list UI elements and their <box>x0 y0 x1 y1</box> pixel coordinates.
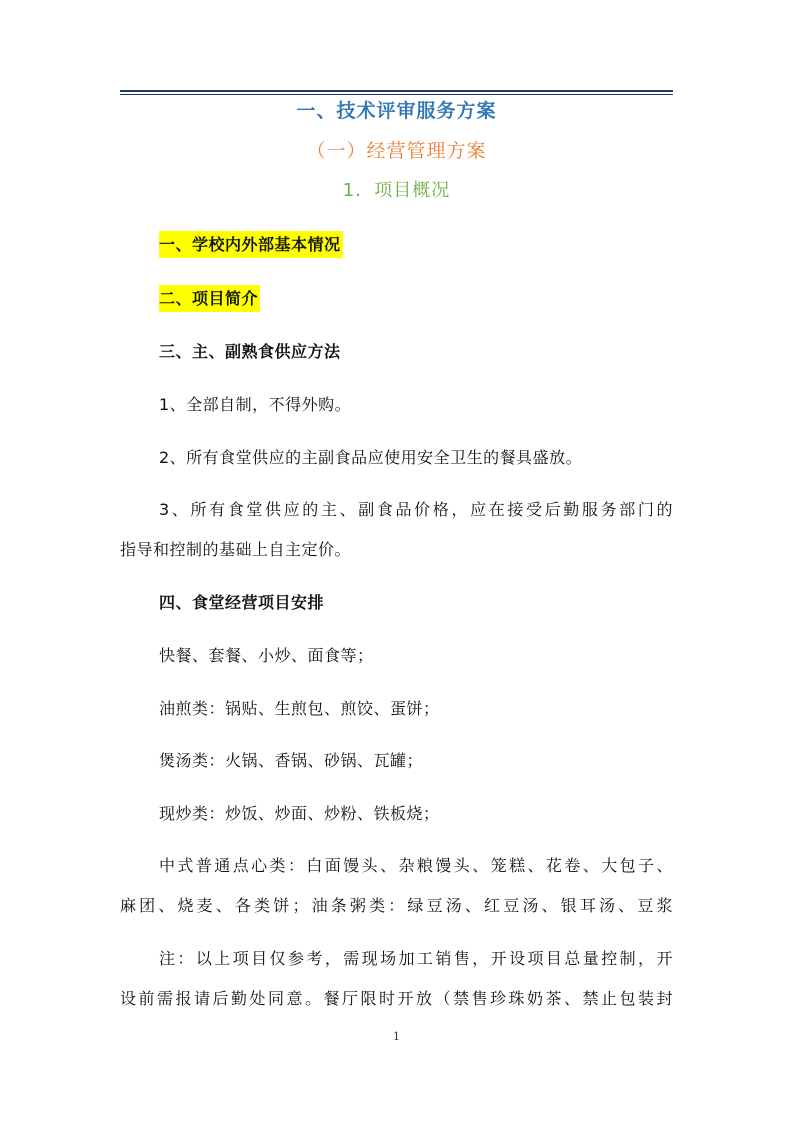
heading-level-3: 1．项目概况 <box>342 180 451 201</box>
list-item: 油煎类：锅贴、生煎包、煎饺、蛋饼； <box>159 699 440 718</box>
section-2-title: 二、项目简介 <box>159 290 673 308</box>
page-number: 1 <box>393 1030 400 1043</box>
top-rule-thin <box>120 94 673 95</box>
heading-level-2: （一）经营管理方案 <box>306 140 487 162</box>
heading-level-1: 一、技术评审服务方案 <box>296 100 497 122</box>
list-item-continuation: 指导和控制的基础上自主定价。 <box>120 540 352 559</box>
top-rule-thick <box>120 90 673 92</box>
section-1-title: 一、学校内外部基本情况 <box>159 236 673 254</box>
section-3-title: 三、主、副熟食供应方法 <box>159 342 341 361</box>
list-item: 快餐、套餐、小炒、面食等； <box>159 646 374 665</box>
list-item-continuation: 麻团、烧麦、各类饼；油条粥类：绿豆汤、红豆汤、银耳汤、豆浆 <box>120 896 673 915</box>
note-line-1: 注：以上项目仅参考，需现场加工销售，开设项目总量控制，开 <box>159 949 673 968</box>
list-item: 2、所有食堂供应的主副食品应使用安全卫生的餐具盛放。 <box>159 448 583 467</box>
section-4-title: 四、食堂经营项目安排 <box>159 593 325 612</box>
list-item: 中式普通点心类：白面馒头、杂粮馒头、笼糕、花卷、大包子、 <box>159 856 673 875</box>
list-item: 现炒类：炒饭、炒面、炒粉、铁板烧； <box>159 804 440 823</box>
list-item: 煲汤类：火锅、香锅、砂锅、瓦罐； <box>159 751 424 770</box>
list-item: 1、全部自制，不得外购。 <box>159 395 352 414</box>
list-item: 3、所有食堂供应的主、副食品价格，应在接受后勤服务部门的 <box>159 500 673 519</box>
note-line-2: 设前需报请后勤处同意。餐厅限时开放（禁售珍珠奶茶、禁止包装封 <box>120 989 673 1008</box>
